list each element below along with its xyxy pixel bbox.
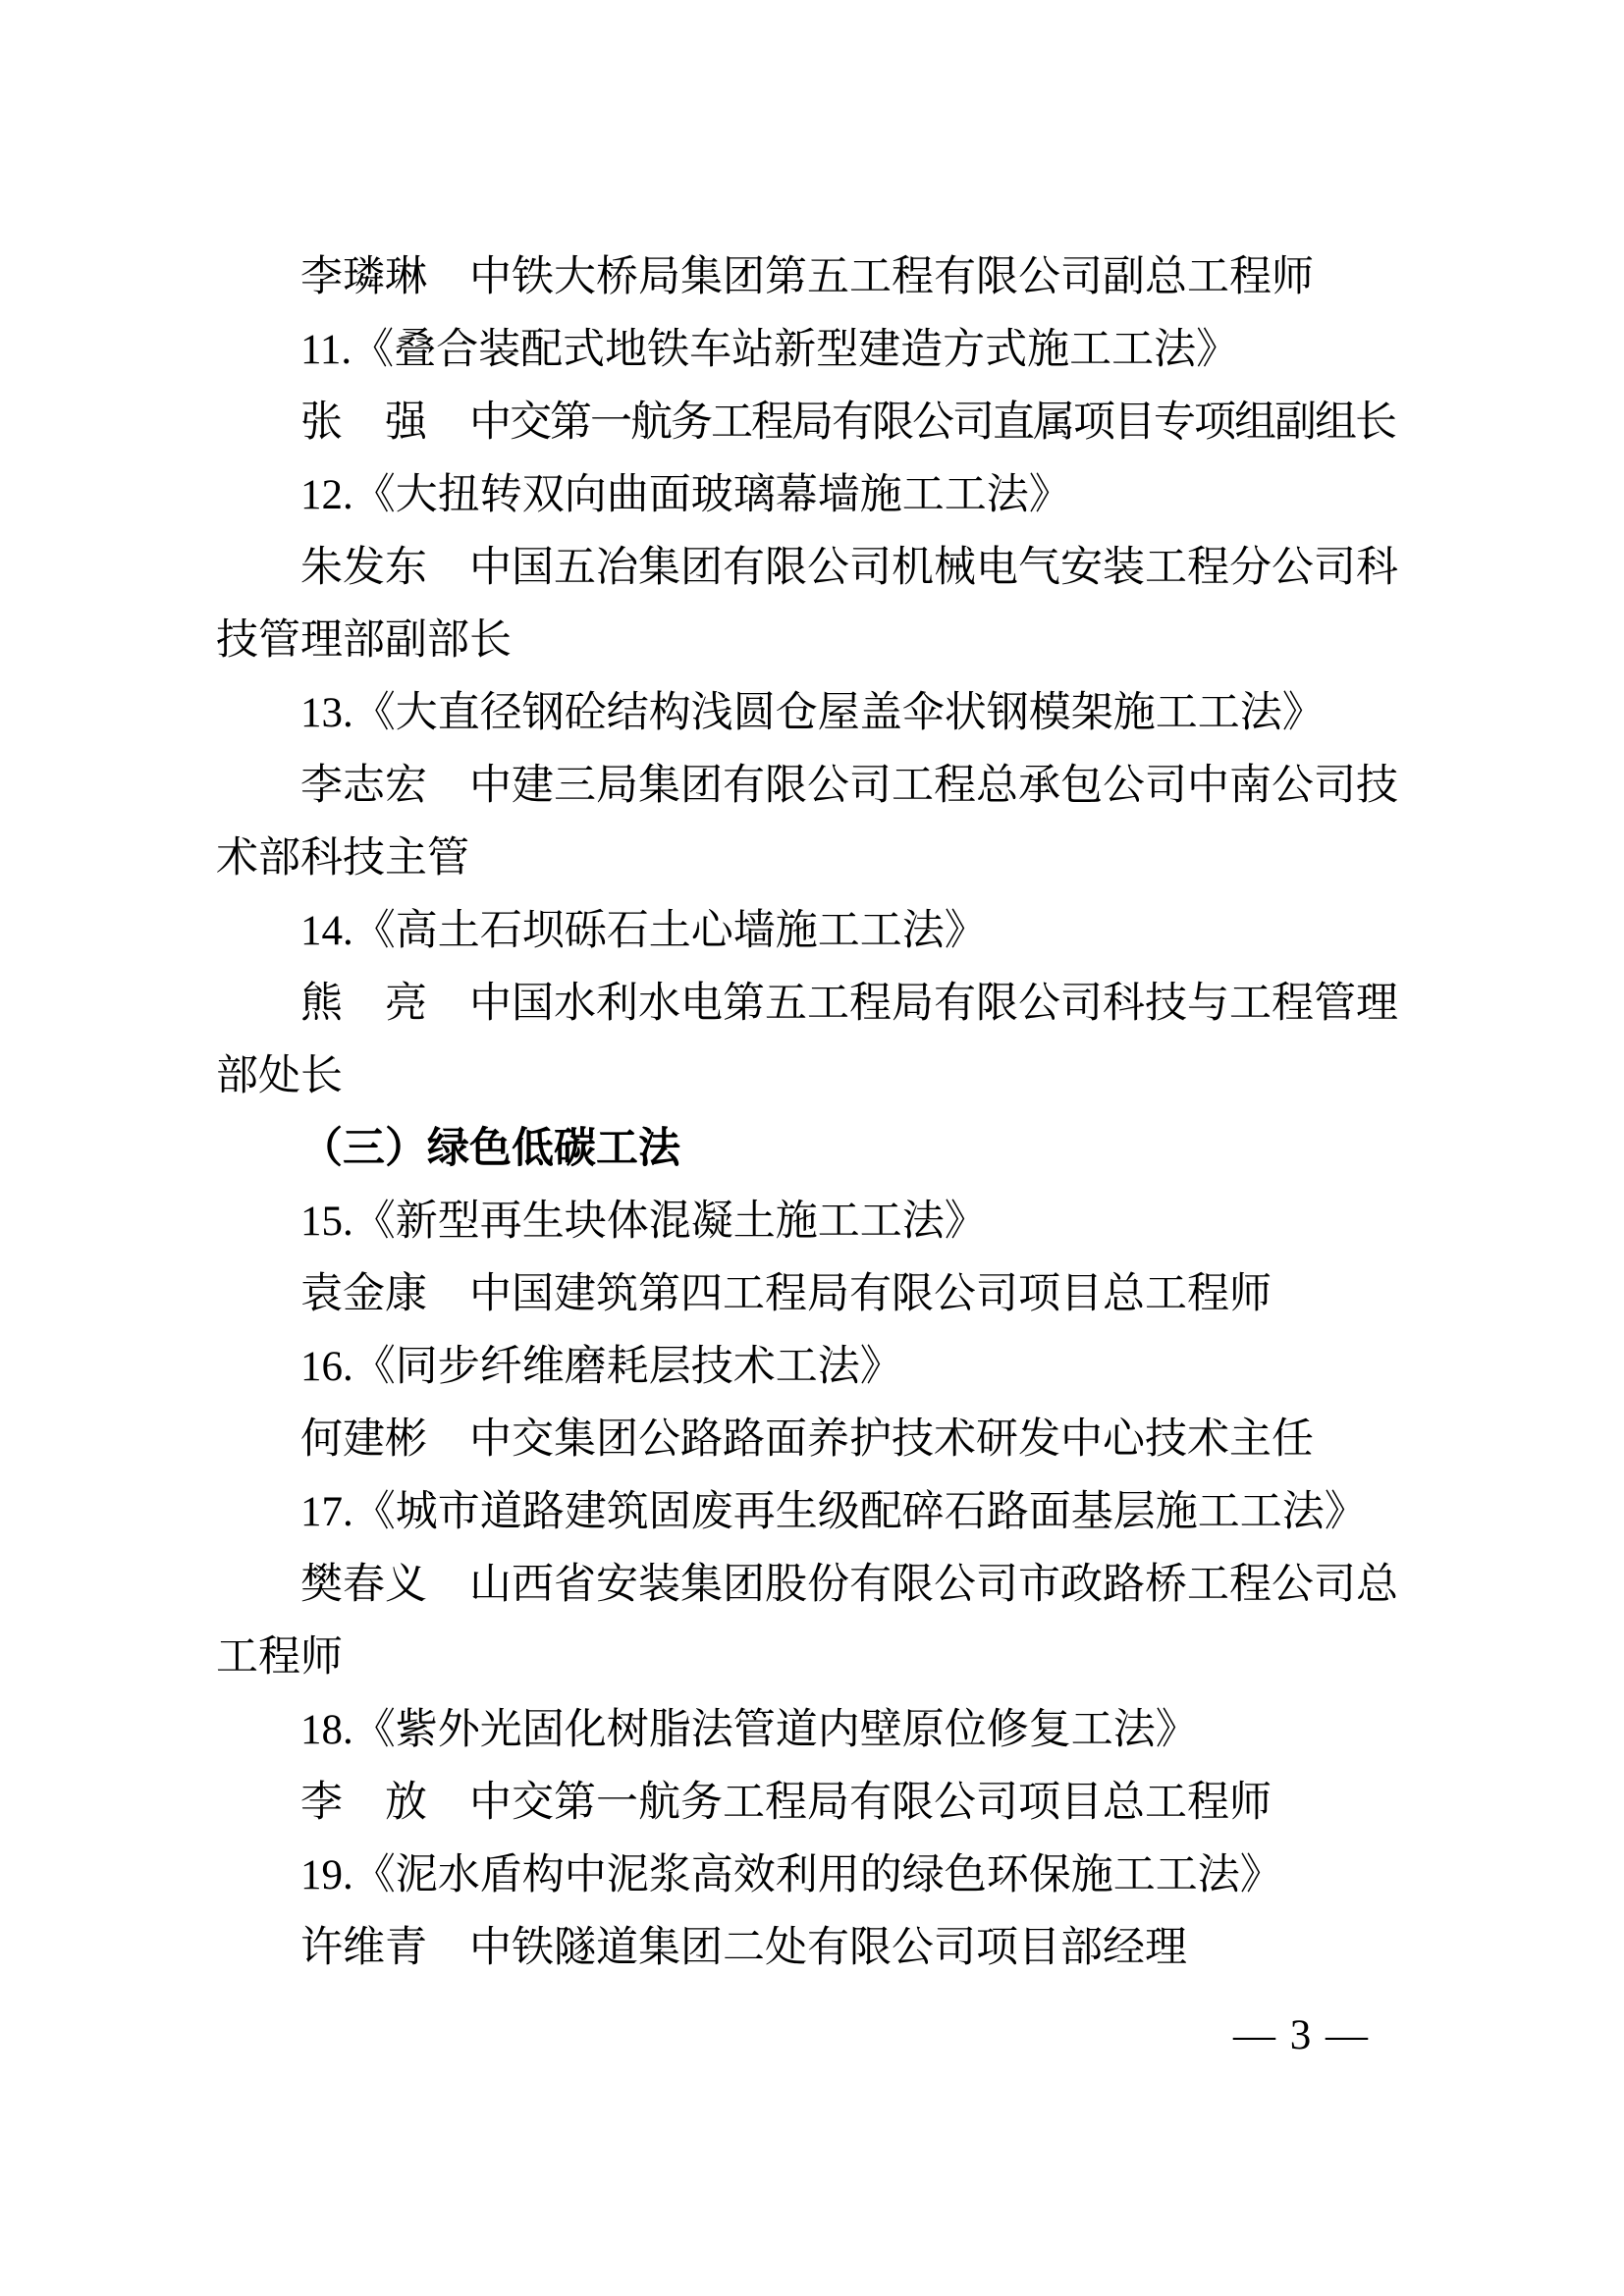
method-number: 18.: [300, 1707, 353, 1753]
method-number: 12.: [300, 472, 353, 518]
person-organization-title: 中国五冶集团有限公司机械电气安装工程分公司科技管理部副部长: [216, 545, 1398, 664]
method-number: 14.: [300, 908, 353, 954]
method-entry: [216, 1186, 1404, 1258]
method-number: 17.: [300, 1489, 353, 1535]
method-title: 《叠合装配式地铁车站新型建造方式施工工法》: [352, 327, 1239, 373]
person-entry: [216, 1404, 1404, 1476]
person-organization-title: 中交第一航务工程局有限公司直属项目专项组副组长: [469, 400, 1395, 446]
method-entry: [216, 895, 1404, 968]
person-entry: [216, 532, 1404, 677]
person-name: 樊春义: [300, 1562, 427, 1608]
person-entry: [216, 968, 1404, 1113]
method-number: 15.: [300, 1199, 353, 1245]
person-name: 袁金康: [300, 1271, 427, 1317]
section-heading-text: （三）绿色低碳工法: [300, 1126, 680, 1172]
person-entry: [216, 387, 1404, 459]
method-title: 《大直径钢砼结构浅圆仓屋盖伞状钢模架施工工法》: [352, 690, 1325, 736]
method-entry: [216, 677, 1404, 750]
person-organization-title: 中建三局集团有限公司工程总承包公司中南公司技术部科技主管: [216, 763, 1398, 881]
person-organization-title: 中铁大桥局集团第五工程有限公司副总工程师: [469, 254, 1314, 300]
person-name: 熊 亮: [300, 981, 427, 1027]
method-number: 11.: [300, 327, 352, 373]
method-title: 《泥水盾构中泥浆高效利用的绿色环保施工工法》: [352, 1852, 1282, 1898]
person-name: 许维青: [300, 1925, 427, 1971]
method-entry: [216, 314, 1404, 387]
method-number: 19.: [300, 1852, 353, 1898]
person-organization-title: 山西省安装集团股份有限公司市政路桥工程公司总工程师: [216, 1562, 1398, 1681]
method-entry: [216, 459, 1404, 532]
person-entry: [216, 241, 1404, 314]
section-heading: [216, 1113, 1404, 1186]
page-number: — 3 —: [1233, 2012, 1370, 2058]
method-entry: [216, 1476, 1404, 1549]
person-organization-title: 中国建筑第四工程局有限公司项目总工程师: [469, 1271, 1272, 1317]
method-number: 16.: [300, 1344, 353, 1390]
person-name: 何建彬: [300, 1416, 427, 1463]
person-name: 李 放: [300, 1780, 427, 1826]
person-organization-title: 中国水利水电第五工程局有限公司科技与工程管理部处长: [216, 981, 1398, 1099]
page-footer: [1233, 2006, 1370, 2065]
person-entry: [216, 1767, 1404, 1840]
person-name: 李志宏: [300, 763, 427, 809]
person-entry: [216, 1549, 1404, 1694]
person-organization-title: 中交第一航务工程局有限公司项目总工程师: [469, 1780, 1272, 1826]
person-entry: [216, 750, 1404, 895]
person-entry: [216, 1912, 1404, 1985]
method-title: 《紫外光固化树脂法管道内壁原位修复工法》: [352, 1707, 1198, 1753]
person-name: 张 强: [300, 400, 427, 446]
method-entry: [216, 1331, 1404, 1404]
method-title: 《高土石坝砾石土心墙施工工法》: [352, 908, 987, 954]
method-title: 《同步纤维磨耗层技术工法》: [352, 1344, 902, 1390]
method-title: 《大扭转双向曲面玻璃幕墙施工工法》: [352, 472, 1071, 518]
person-organization-title: 中铁隧道集团二处有限公司项目部经理: [469, 1925, 1187, 1971]
method-entry: [216, 1694, 1404, 1767]
document-body: [216, 241, 1404, 1985]
method-number: 13.: [300, 690, 353, 736]
person-organization-title: 中交集团公路路面养护技术研发中心技术主任: [469, 1416, 1314, 1463]
person-name: 李璘琳: [300, 254, 427, 300]
method-entry: [216, 1840, 1404, 1912]
person-entry: [216, 1258, 1404, 1331]
person-name: 朱发东: [300, 545, 427, 591]
method-title: 《新型再生块体混凝土施工工法》: [352, 1199, 987, 1245]
method-title: 《城市道路建筑固废再生级配碎石路面基层施工工法》: [352, 1489, 1367, 1535]
